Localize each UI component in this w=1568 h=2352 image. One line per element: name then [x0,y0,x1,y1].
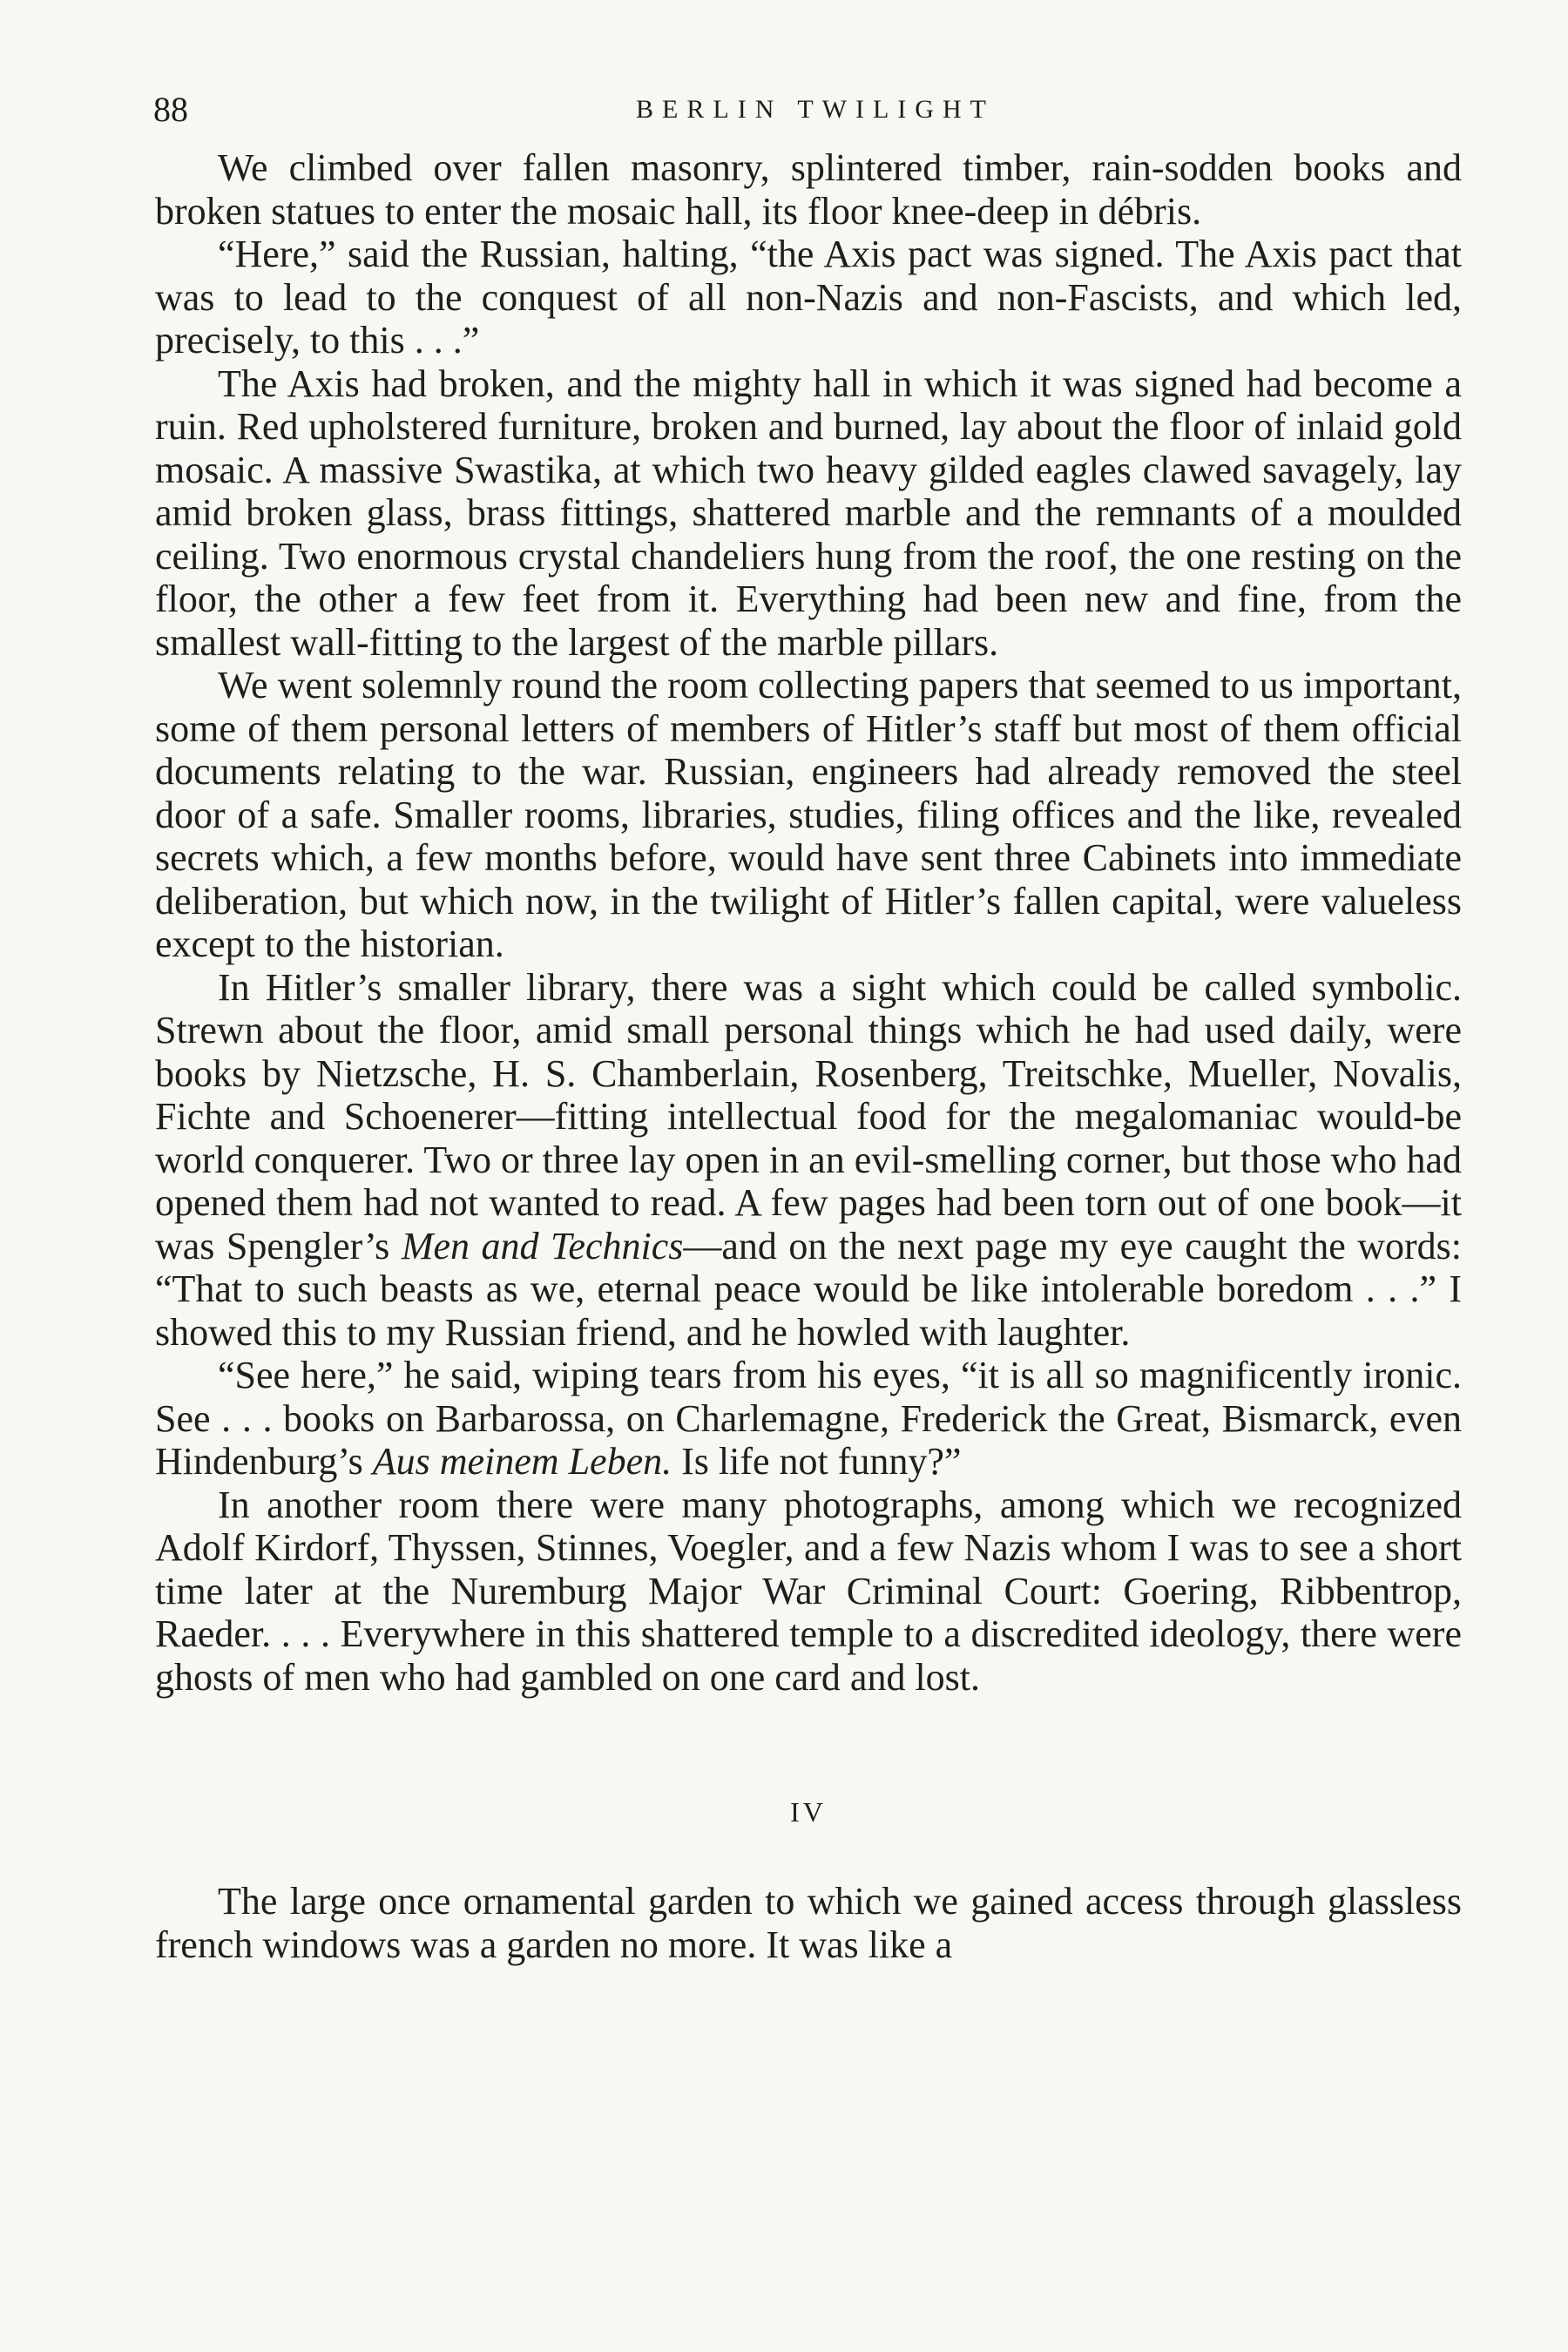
paragraph-text: The Axis had broken, and the mighty hall in which it was signed had become a ruin. Red upholstered furniture, broken and burned, lay about the floor of inlaid gold mosaic. A massive Swastika, at which two heavy gilded eagles clawed savagely, lay amid broken glass, brass fittings, shattered marble and the remnants of a moulded ceiling. Two enormous crystal chandeliers hung from the roof, the one resting on the floor, the other a few feet from it. Everything had been new and fine, from the smallest wall-fitting to the largest of the marble pillars. [155,362,1462,664]
paragraph [155,1484,1462,1700]
paragraph-text: “Here,” said the Russian, halting, “the Axis pact was signed. The Axis pact that was to lead to the conquest of all non-Nazis and non-Fascists, and which led, precisely, to this . . .” [155,233,1462,362]
paragraph [155,1880,1462,1966]
paragraph [155,664,1462,966]
book-title-italic: Aus meinem Leben. [372,1440,672,1483]
page-number: 88 [153,90,188,129]
running-head [153,84,1477,136]
paragraph-text: We climbed over fallen masonry, splintered timber, rain-sodden books and broken statues to enter the mosaic hall, its floor knee-deep in débris. [155,146,1462,233]
paragraph [155,233,1462,362]
paragraph-text: Is life not funny?” [681,1440,962,1483]
body-text [155,146,1462,1966]
paragraph-text: The large once ornamental garden to which we gained access through glassless french windows was a garden no more. It was like a [155,1880,1462,1966]
paragraph-text: In another room there were many photographs, among which we recognized Adolf Kirdorf, Thyssen, Stinnes, Voegler, and a few Nazis whom I was to see a short time later at the Nuremburg Major War Criminal Court: Goering, Ribbentrop, Raeder. . . . Everywhere in this shattered temple to a discredited ideology, there were ghosts of men who had gambled on one card and lost. [155,1483,1462,1699]
paragraph-text: —and on the next page my eye caught the words: “That to such beasts as we, eternal peace would be like intolerable boredom . . .” I showed this to my Russian friend, and he howled with laughter. [155,1224,1462,1354]
book-title-italic: Men and Technics [401,1224,684,1267]
running-title: BERLIN TWILIGHT [636,95,995,124]
paragraph [155,1354,1462,1484]
paragraph [155,966,1462,1355]
paragraph [155,362,1462,665]
paragraph-text: We went solemnly round the room collecting papers that seemed to us important, some of them personal letters of members of Hitler’s staff but most of them official documents relating to the war. Russian, engineers had already removed the steel door of a safe. Smaller rooms, libraries, studies, filing offices and the like, revealed secrets which, a few months before, would have sent three Cabinets into immediate deliberation, but which now, in the twilight of Hitler’s fallen capital, were valueless except to the historian. [155,664,1462,965]
paragraph-text: In Hitler’s smaller library, there was a sight which could be called symbolic. Strewn about the floor, amid small personal things which he had used daily, were books by Nietzsche, H. S. Chamberlain, Rosenberg, Treitschke, Mueller, Novalis, Fichte and Schoenerer—fitting intellectual food for the megalomaniac would-be world conquerer. Two or three lay open in an evil-smelling corner, but those who had opened them had not wanted to read. A few pages had been torn out of one book—it was Spengler’s [155,965,1462,1267]
section-heading: IV [790,1796,827,1828]
paragraph [155,146,1462,233]
paragraph-text: “See here,” he said, wiping tears from his eyes, “it is all so magnificently ironic. See . . . books on Barbarossa, on Charlemagne, Frederick the Great, Bismarck, even Hindenburg’s [155,1354,1462,1483]
